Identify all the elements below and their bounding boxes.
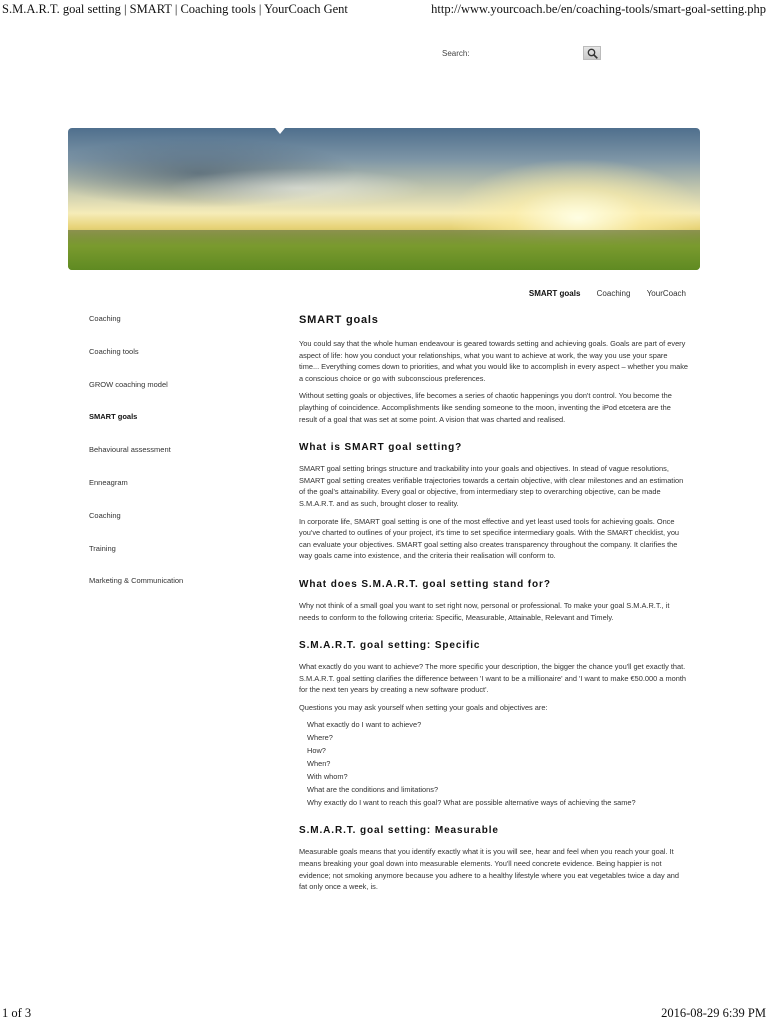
paragraph: Questions you may ask yourself when setting your goals and objectives are: [299,702,548,712]
print-page-url: http://www.yourcoach.be/en/coaching-tools/smart-goal-setting.php [431,2,766,16]
section-heading: What is SMART goal setting? [299,442,463,454]
section-heading: What does S.M.A.R.T. goal setting stand for? [299,578,551,590]
list-item: With whom? [307,772,348,782]
list-item: What exactly do I want to achieve? [307,720,422,730]
paragraph: In corporate life, SMART goal setting is one of the most effective and yet least used tools for achieving goals. Once you've charted to outlines of your project, it's time to set specifice intermediary goals. With the SMART checklist, you can evaluate your objectives. SMART goal setting also creates transparency throughout the company. It clarifies the way goals came into existence, and the criteria their realisation will conform to. [299,516,680,561]
search-label: Search: [442,49,470,58]
main-content [299,314,688,899]
list-item: Where? [307,733,333,743]
intro-paragraph: You could say that the whole human endeavour is geared towards setting and achieving goals. Goals are part of every aspect of life: how you conduct your relationships, what you want to achieve at work, the way you use your spare time... Everything comes down to priorities, and what you would like to accomplish in every aspect – whether you make a conscious choice or go with subconscious preferences. [299,339,689,383]
sidebar-item-coaching[interactable]: Coaching [89,314,121,323]
sidebar-item-enneagram[interactable]: Enneagram [89,477,128,487]
sidebar-nav [89,314,279,609]
banner-notch [275,128,285,134]
magnifier-icon [587,48,598,59]
list-item: How? [307,746,326,756]
sidebar-item-training[interactable]: Training [89,543,116,553]
print-header [0,0,768,20]
page-number: 1 of 3 [2,1006,32,1020]
paragraph: Why not think of a small goal you want to set right now, personal or professional. To make your goal S.M.A.R.T., it needs to conform to the following criteria: Specific, Measurable, Attainable, Relevant and Timely. [299,600,670,622]
topnav-coaching[interactable]: Coaching [596,289,631,298]
sidebar-item-behavioural-assessment[interactable]: Behavioural assessment [89,445,171,455]
top-navigation [515,289,686,298]
list-item: Why exactly do I want to reach this goal? What are possible alternative ways of achieving the same? [307,797,636,807]
paragraph: Without setting goals or objectives, life becomes a series of chaotic happenings you don't control. You become the plaything of coincidence. Accomplishments like sending someone to the moon, inventing the iPod etcetera are the result of a goal that was set at some point. A vision that was charted and realised. [299,391,672,424]
page-title: SMART goals [299,314,379,326]
paragraph: What exactly do you want to achieve? The more specific your description, the bigger the chance you'll get exactly that. S.M.A.R.T. goal setting clarifies the difference between 'I want to be a millionaire' and 'I want to make €50.000 a month for the next ten years by creating a new software product'. [299,662,686,695]
paragraph: Measurable goals means that you identify exactly what it is you will see, hear and feel when you reach your goal. It means breaking your goal down into measurable elements. You'll need concrete evidence. Being happier is not evidence; not smoking anymore because you adhere to a healthy lifestyle where you eat vegetables twice a day and fat only once a week, is. [299,847,680,892]
sidebar-item-coaching-2[interactable]: Coaching [89,510,121,520]
topnav-smart-goals[interactable]: SMART goals [528,289,581,298]
list-item: When? [307,759,331,769]
list-item: What are the conditions and limitations? [307,784,439,794]
section-heading: S.M.A.R.T. goal setting: Specific [299,640,481,652]
paragraph: SMART goal setting brings structure and trackability into your goals and objectives. In stead of vague resolutions, SMART goal setting creates verifiable trajectories towards a certain objective, with clear milestones and an estimation of the goal's attainability. Every goal or objective, from intermediary step to overarching objective, can be made S.M.A.R.T. and as such, brought closer to reality. [299,464,684,508]
search-box [442,46,602,62]
sidebar-item-smart-goals[interactable]: SMART goals [89,412,138,422]
question-list [299,719,688,808]
topnav-yourcoach[interactable]: YourCoach [646,289,686,298]
sidebar-item-marketing[interactable]: Marketing & Communication [89,576,184,586]
sidebar-item-coaching-tools[interactable]: Coaching tools [89,346,139,356]
search-button[interactable] [583,46,601,60]
print-page-title: S.M.A.R.T. goal setting | SMART | Coaching tools | YourCoach Gent [2,2,348,16]
sidebar-item-grow-model[interactable]: GROW coaching model [89,379,168,389]
print-datetime: 2016-08-29 6:39 PM [661,1006,766,1020]
hero-banner-image [68,128,700,270]
print-footer [0,1002,768,1024]
section-heading: S.M.A.R.T. goal setting: Measurable [299,825,499,837]
